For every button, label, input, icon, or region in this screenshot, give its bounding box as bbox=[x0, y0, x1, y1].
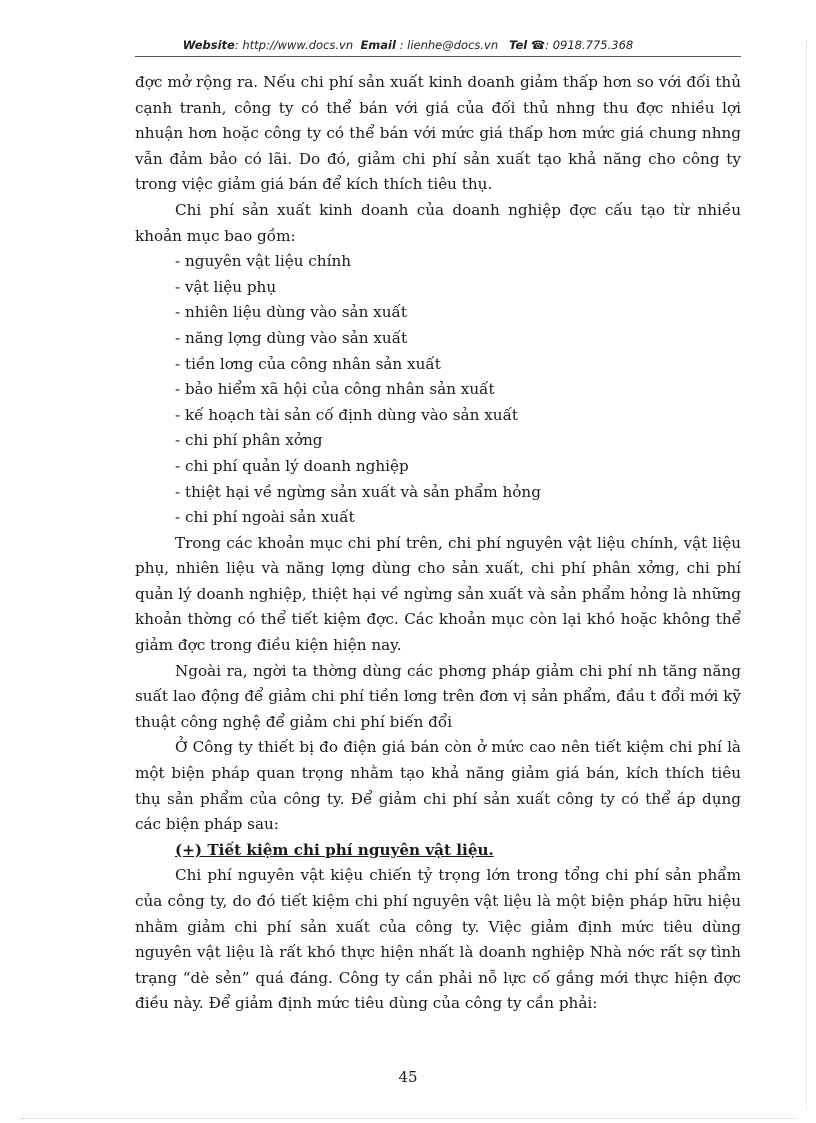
cost-items-list bbox=[135, 249, 741, 531]
list-item: - chi phí quản lý doanh nghiệp bbox=[175, 456, 409, 475]
email-label: Email bbox=[360, 38, 396, 52]
paragraph-6: Chi phí nguyên vật kiệu chiến tỷ trọng lớn trong tổng chi phí sản phẩm của công ty, do đó tiết kiệm chi phí nguyên vật liệu là một biện pháp hữu hiệu nhằm giảm chi phí sản xuất của công ty. Việc giảm định mức tiêu dùng nguyên vật liệu là rất khó thực hiện nhất là doanh nghiệp Nhà nớc rất sợ tình trạng “dè sẻn” quá đáng. Công ty cần phải nỗ lực cố gắng mới thực hiện đợc điều này. Để giảm định mức tiêu dùng của công ty cần phải: bbox=[135, 866, 741, 1013]
section-heading: (+) Tiết kiệm chi phí nguyên vật liệu. bbox=[175, 840, 494, 859]
tel-value: : 0918.775.368 bbox=[545, 38, 634, 52]
list-item: - nguyên vật liệu chính bbox=[175, 252, 352, 271]
list-item: - vật liệu phụ bbox=[175, 277, 277, 296]
website-value: : http://www.docs.vn bbox=[234, 38, 354, 52]
page-header bbox=[0, 38, 816, 52]
tel-label: Tel bbox=[509, 38, 528, 52]
email-value: : lienhe@docs.vn bbox=[395, 38, 499, 52]
side-dotted-border bbox=[806, 40, 807, 1110]
list-item: - thiệt hại về ngừng sản xuất và sản phẩm hỏng bbox=[175, 482, 541, 501]
list-item: - kế hoạch tài sản cố định dùng vào sản xuất bbox=[175, 405, 518, 424]
list-item: - chi phí ngoài sản xuất bbox=[175, 508, 355, 527]
footer-dotted-border bbox=[20, 1118, 796, 1119]
list-item: - nhiên liệu dùng vào sản xuất bbox=[175, 303, 407, 322]
paragraph-2: Chi phí sản xuất kinh doanh của doanh nghiệp đợc cấu tạo từ nhiều khoản mục bao gồm: bbox=[135, 200, 741, 245]
paragraph-5: Ở Công ty thiết bị đo điện giá bán còn ở mức cao nên tiết kiệm chi phí là một biện pháp quan trọng nhằm tạo khả năng giảm giá bán, kích thích tiêu thụ sản phẩm của công ty. Để giảm chi phí sản xuất công ty có thể áp dụng các biện pháp sau: bbox=[135, 738, 741, 834]
header-divider bbox=[135, 56, 741, 57]
list-item: - tiền lơng của công nhân sản xuất bbox=[175, 354, 441, 373]
list-item: - năng lợng dùng vào sản xuất bbox=[175, 328, 408, 347]
list-item: - chi phí phân xởng bbox=[175, 431, 323, 450]
page-number: 45 bbox=[398, 1068, 418, 1086]
list-item: - bảo hiểm xã hội của công nhân sản xuất bbox=[175, 380, 495, 399]
document-body bbox=[135, 70, 741, 1017]
phone-icon: ☎ bbox=[530, 38, 546, 52]
paragraph-4: Ngoài ra, ngời ta thờng dùng các phơng pháp giảm chi phí nh tăng năng suất lao động để giảm chi phí tiền lơng trên đơn vị sản phẩm, đầu t đổi mới kỹ thuật công nghệ để giảm chi phí biến đổi bbox=[135, 661, 741, 731]
website-label: Website bbox=[182, 38, 235, 52]
paragraph-3: Trong các khoản mục chi phí trên, chi phí nguyên vật liệu chính, vật liệu phụ, nhiên liệu và năng lợng dùng cho sản xuất, chi phí phân xởng, chi phí quản lý doanh nghiệp, thiệt hại về ngừng sản xuất và sản phẩm hỏng là những khoản thờng có thể tiết kiệm đợc. Các khoản mục còn lại khó hoặc không thể giảm đợc trong điều kiện hiện nay. bbox=[135, 533, 741, 655]
paragraph-1: đợc mở rộng ra. Nếu chi phí sản xuất kinh doanh giảm thấp hơn so với đối thủ cạnh tranh, công ty có thể bán với giá của đối thủ nhng thu đợc nhiều lợi nhuận hơn hoặc công ty có thể bán với mức giá thấp hơn mức giá chung nhng vẫn đảm bảo có lãi. Do đó, giảm chi phí sản xuất tạo khả năng cho công ty trong việc giảm giá bán để kích thích tiêu thụ. bbox=[135, 73, 741, 194]
